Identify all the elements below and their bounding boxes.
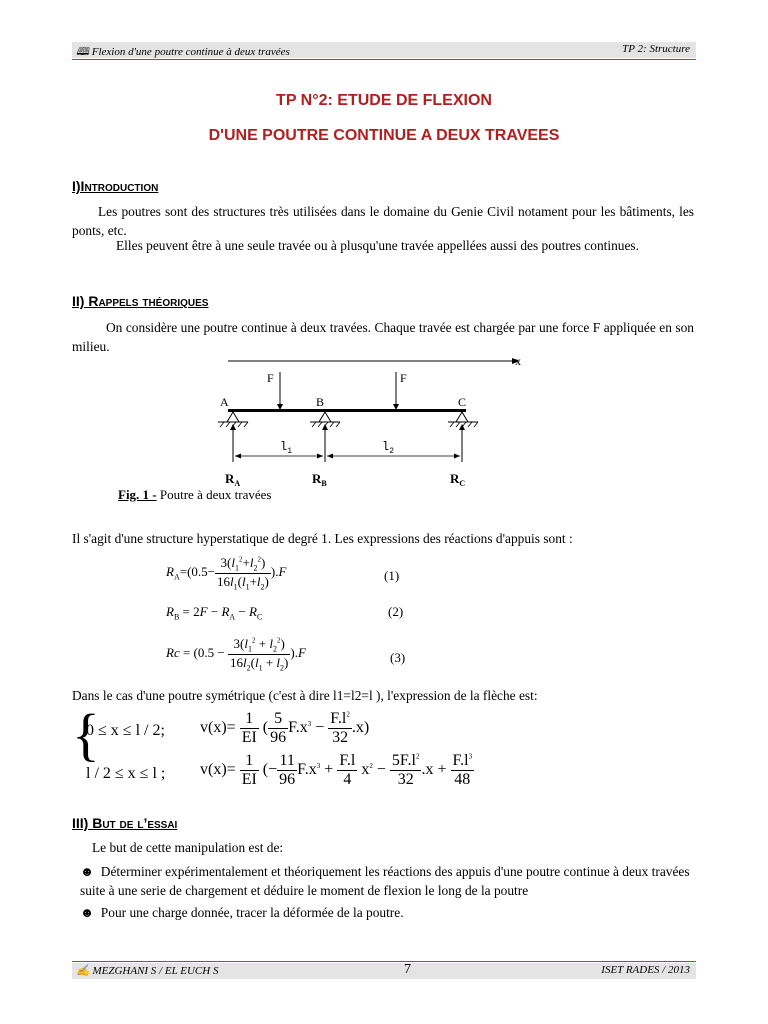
page-number: 7 bbox=[404, 962, 411, 977]
but-bullet-1-text: Déterminer expérimentalement et théoriquement les réactions des appuis d'une poutre continue à deux travées suite à une serie de chargement et déduire le moment de flexion le long de la poutre bbox=[80, 864, 690, 898]
x-axis-label: x bbox=[515, 354, 521, 368]
support-a bbox=[227, 412, 239, 422]
smiley-bullet-icon: ☻ bbox=[80, 905, 95, 920]
footer-right: ISET RADES / 2013 bbox=[601, 964, 690, 976]
header-rule bbox=[72, 59, 696, 60]
section-but-heading: III) But de l’essai bbox=[72, 815, 178, 831]
support-b bbox=[319, 412, 331, 422]
equation-1-number: (1) bbox=[384, 568, 400, 583]
figure-caption bbox=[118, 487, 271, 503]
smiley-bullet-icon: ☻ bbox=[80, 864, 95, 879]
deflection-case-2: v(x)= $\frac{1}{EI}$ (− $\frac{11}{96}$ $F.x^3$ + $\frac{F.l}{4}$ $x^2$ − $\frac{5F.l^2}{32}$ .x + $\frac{F.l^3}{48}$ bbox=[200, 752, 473, 788]
support-label-c: C bbox=[458, 395, 467, 409]
beam-diagram bbox=[200, 352, 540, 492]
force-label-2: F bbox=[400, 371, 407, 385]
force-label-1: F bbox=[267, 371, 274, 385]
figure-caption-number: Fig. 1 - bbox=[118, 487, 157, 502]
footer-left bbox=[76, 964, 218, 977]
but-bullet-2-text: Pour une charge donnée, tracer la déformée de la poutre. bbox=[100, 905, 404, 920]
equation-2-number: (2) bbox=[388, 604, 404, 619]
equation-rc: Rc = (0.5 − $\frac{3(l_1^2 + l_2^2)}{16l_2(l_1 + l_2)}$ ).F bbox=[166, 636, 306, 673]
support-label-b: B bbox=[316, 395, 325, 409]
header-right: TP 2: Structure bbox=[622, 43, 690, 55]
title-line2: D'UNE POUTRE CONTINUE A DEUX TRAVEES bbox=[208, 127, 560, 144]
equation-ra: $R_A=(0.5-$ $\frac{3(l_1^2+l_2^2)}{16l_1(l_1+l_2)}$ ).F bbox=[166, 555, 287, 592]
case-1-condition: 0 ≤ x ≤ l / 2; bbox=[86, 722, 165, 739]
but-bullet-1 bbox=[80, 862, 696, 900]
intro-paragraph-1: Les poutres sont des structures très utilisées dans le domaine du Genie Civil notament pour les bâtiments, les ponts, etc. bbox=[72, 204, 694, 238]
reaction-label-c: $R_C$ bbox=[450, 471, 466, 488]
equation-rb: $R_B = 2F - R_A - R_C$ bbox=[166, 604, 263, 622]
section-rappels-heading: II) Rappels théoriques bbox=[72, 293, 209, 309]
deflection-case-1: v(x)= $\frac{1}{EI}$ ( $\frac{5}{96}$ $F.x^3$ − $\frac{F.l^2}{32}$ .x) bbox=[200, 710, 370, 746]
footer-rule bbox=[72, 961, 696, 962]
equation-3-number: (3) bbox=[390, 650, 406, 665]
header-title: Flexion d'une poutre continue à deux travées bbox=[91, 46, 290, 58]
intro-paragraph-2: Elles peuvent être à une seule travée ou à plusqu'une travée appellées aussi des poutres continues. bbox=[116, 238, 639, 253]
piecewise-brace: { bbox=[72, 702, 100, 767]
span-2-label: $l_2$ bbox=[382, 440, 395, 456]
case-2-condition: l / 2 ≤ x ≤ l ; bbox=[86, 765, 166, 782]
beam bbox=[228, 409, 466, 412]
title-line1: TP N°2: ETUDE DE FLEXION bbox=[276, 92, 492, 109]
rappels-paragraph-3: Dans le cas d'une poutre symétrique (c'est à dire l1=l2=l ), l'expression de la flèche est: bbox=[72, 688, 538, 703]
but-bullet-2 bbox=[80, 903, 696, 922]
span-1-label: $l_1$ bbox=[280, 440, 293, 456]
but-intro: Le but de cette manipulation est de: bbox=[92, 840, 284, 855]
support-c bbox=[456, 412, 468, 422]
support-label-a: A bbox=[220, 395, 229, 409]
pen-icon: ✍ bbox=[76, 965, 90, 977]
figure-caption-text: Poutre à deux travées bbox=[159, 487, 272, 502]
footer-authors: MEZGHANI S / EL EUCH S bbox=[92, 965, 219, 977]
rappels-paragraph-1: On considère une poutre continue à deux travées. Chaque travée est chargée par une force F appliquée en son milieu. bbox=[72, 320, 694, 354]
book-icon: 🕮 bbox=[76, 46, 89, 58]
reaction-label-a: $R_A$ bbox=[225, 471, 241, 488]
support-c-hatch bbox=[450, 422, 478, 427]
reaction-label-b: $R_B$ bbox=[312, 471, 327, 488]
rappels-paragraph-2: Il s'agit d'une structure hyperstatique de degré 1. Les expressions des réactions d'appuis sont : bbox=[72, 531, 573, 546]
section-intro-heading: I)Introduction bbox=[72, 178, 159, 194]
